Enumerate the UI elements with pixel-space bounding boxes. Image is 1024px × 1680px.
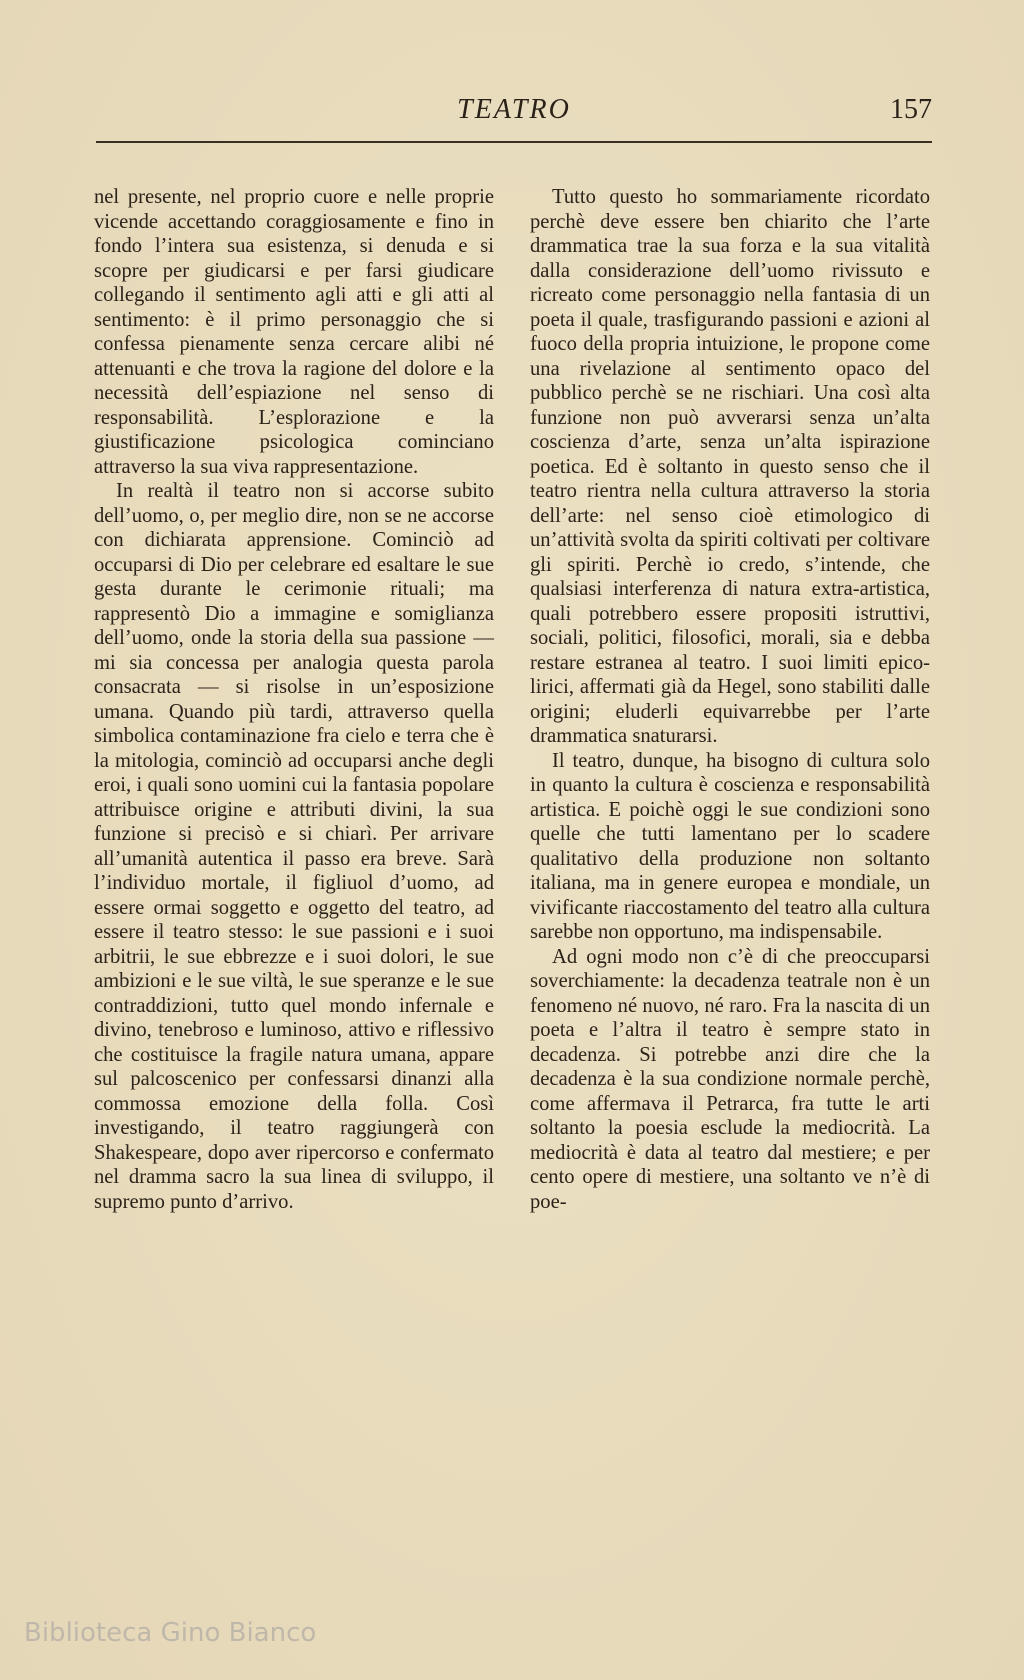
paragraph: nel presente, nel proprio cuore e nelle proprie vicende accettando coraggiosamente e fino in fondo l’intera sua esistenza, si denuda e si scopre per giudicarsi e per farsi giudicare collegando il sentimento agli atti e gli atti al sentimento: è il primo personaggio che si confessa pienamente senza cercare alibi né attenuanti e che trova la ragione del dolore e la necessità dell’espiazione nel senso di responsabilità. L’esplorazione e la giustificazione psicologica cominciano attraverso la sua viva rappresentazione.	[94, 186, 494, 478]
paragraph: In realtà il teatro non si accorse subito dell’uomo, o, per meglio dire, non se ne accorse con dichiarata apprensione. Cominciò ad occuparsi di Dio per celebrare ed esaltare le sue gesta durante le cerimonie rituali; ma rappresentò Dio a immagine e somiglianza dell’uomo, onde la storia della sua passione — mi sia concessa per analogia questa parola consacrata — si risolse in un’esposizione umana. Quando più tardi, attraverso quella simbolica contaminazione fra cielo e terra che è la mitologia, cominciò ad occuparsi anche degli eroi, i quali sono uomini cui la fantasia popolare attribuisce origine e attributi divini, la sua funzione si precisò e si chiarì. Per arrivare all’umanità autentica il passo era breve. Sarà l’individuo mortale, il figliuol d’uomo, ad essere ormai soggetto e oggetto del teatro, ad essere il teatro stesso: le sue passioni e i suoi arbitrii, le sue ebbrezze e i suoi dolori, le sue ambizioni e le sue viltà, le sue speranze e le sue contraddizioni, tutto quel mondo infernale e divino, tenebroso e luminoso, attivo e riflessivo che costituisce la fragile natura umana, appare sul palcoscenico per confessarsi dinanzi alla commossa emozione della folla. Così investigando, il teatro raggiungerà con Shakespeare, dopo aver ripercorso e confermato nel dramma sacro la sua linea di sviluppo, il supremo punto d’arrivo.	[94, 480, 494, 1213]
right-column	[530, 185, 930, 1214]
paragraph: Ad ogni modo non c’è di che preoccuparsi soverchiamente: la decadenza teatrale non è un fenomeno né nuovo, né raro. Fra la nascita di un poeta e l’altra il teatro è sempre stato in decadenza. Si potrebbe anzi dire che la decadenza è la sua condizione normale perchè, come affermava il Petrarca, fra tutte le arti soltanto la poesia esclude la mediocrità. La mediocrità è data al teatro dal mestiere; e per cento opere di mestiere, una soltanto ve n’è di poe-	[530, 945, 930, 1213]
library-watermark: Biblioteca Gino Bianco	[24, 1618, 317, 1648]
header-rule	[96, 141, 932, 143]
paragraph: Tutto questo ho sommariamente ricordato perchè deve essere ben chiarito che l’arte drammatica trae la sua forza e la sua vitalità dalla considerazione dell’uomo rivissuto e ricreato come personaggio nella fantasia di un poeta il quale, trasfigurando passioni e azioni al fuoco della propria intuizione, le propone come una rivelazione al sentimento opaco del pubblico perchè se ne rischiari. Una così alta funzione non può avverarsi senza un’alta coscienza d’arte, senza un’alta ispirazione poetica. Ed è soltanto in questo senso che il teatro rientra nella cultura attraverso la storia dell’arte: nel senso cioè etimologico di un’attività svolta da spiriti coltivati per coltivare gli spiriti. Perchè io credo, s’intende, che qualsiasi interferenza di natura extra-artistica, quali potrebbero essere propositi istruttivi, sociali, politici, filosofici, morali, sia e debba restare estranea al teatro. I suoi limiti epico-lirici, affermati già da Hegel, sono stabiliti dalle origini; eluderli equivarrebbe per l’arte drammatica snaturarsi.	[530, 186, 930, 747]
running-head	[96, 94, 932, 134]
running-title: TEATRO	[457, 94, 571, 125]
left-column	[94, 185, 494, 1214]
paragraph: Il teatro, dunque, ha bisogno di cultura solo in quanto la cultura è coscienza e responsabilità artistica. E poichè oggi le sue condizioni sono quelle che tutti lamentano per lo scadere qualitativo della produzione non soltanto italiana, ma in genere europea e mondiale, un vivificante riaccostamento del teatro alla cultura sarebbe non opportuno, ma indispensabile.	[530, 749, 930, 943]
page-number: 157	[890, 94, 932, 125]
